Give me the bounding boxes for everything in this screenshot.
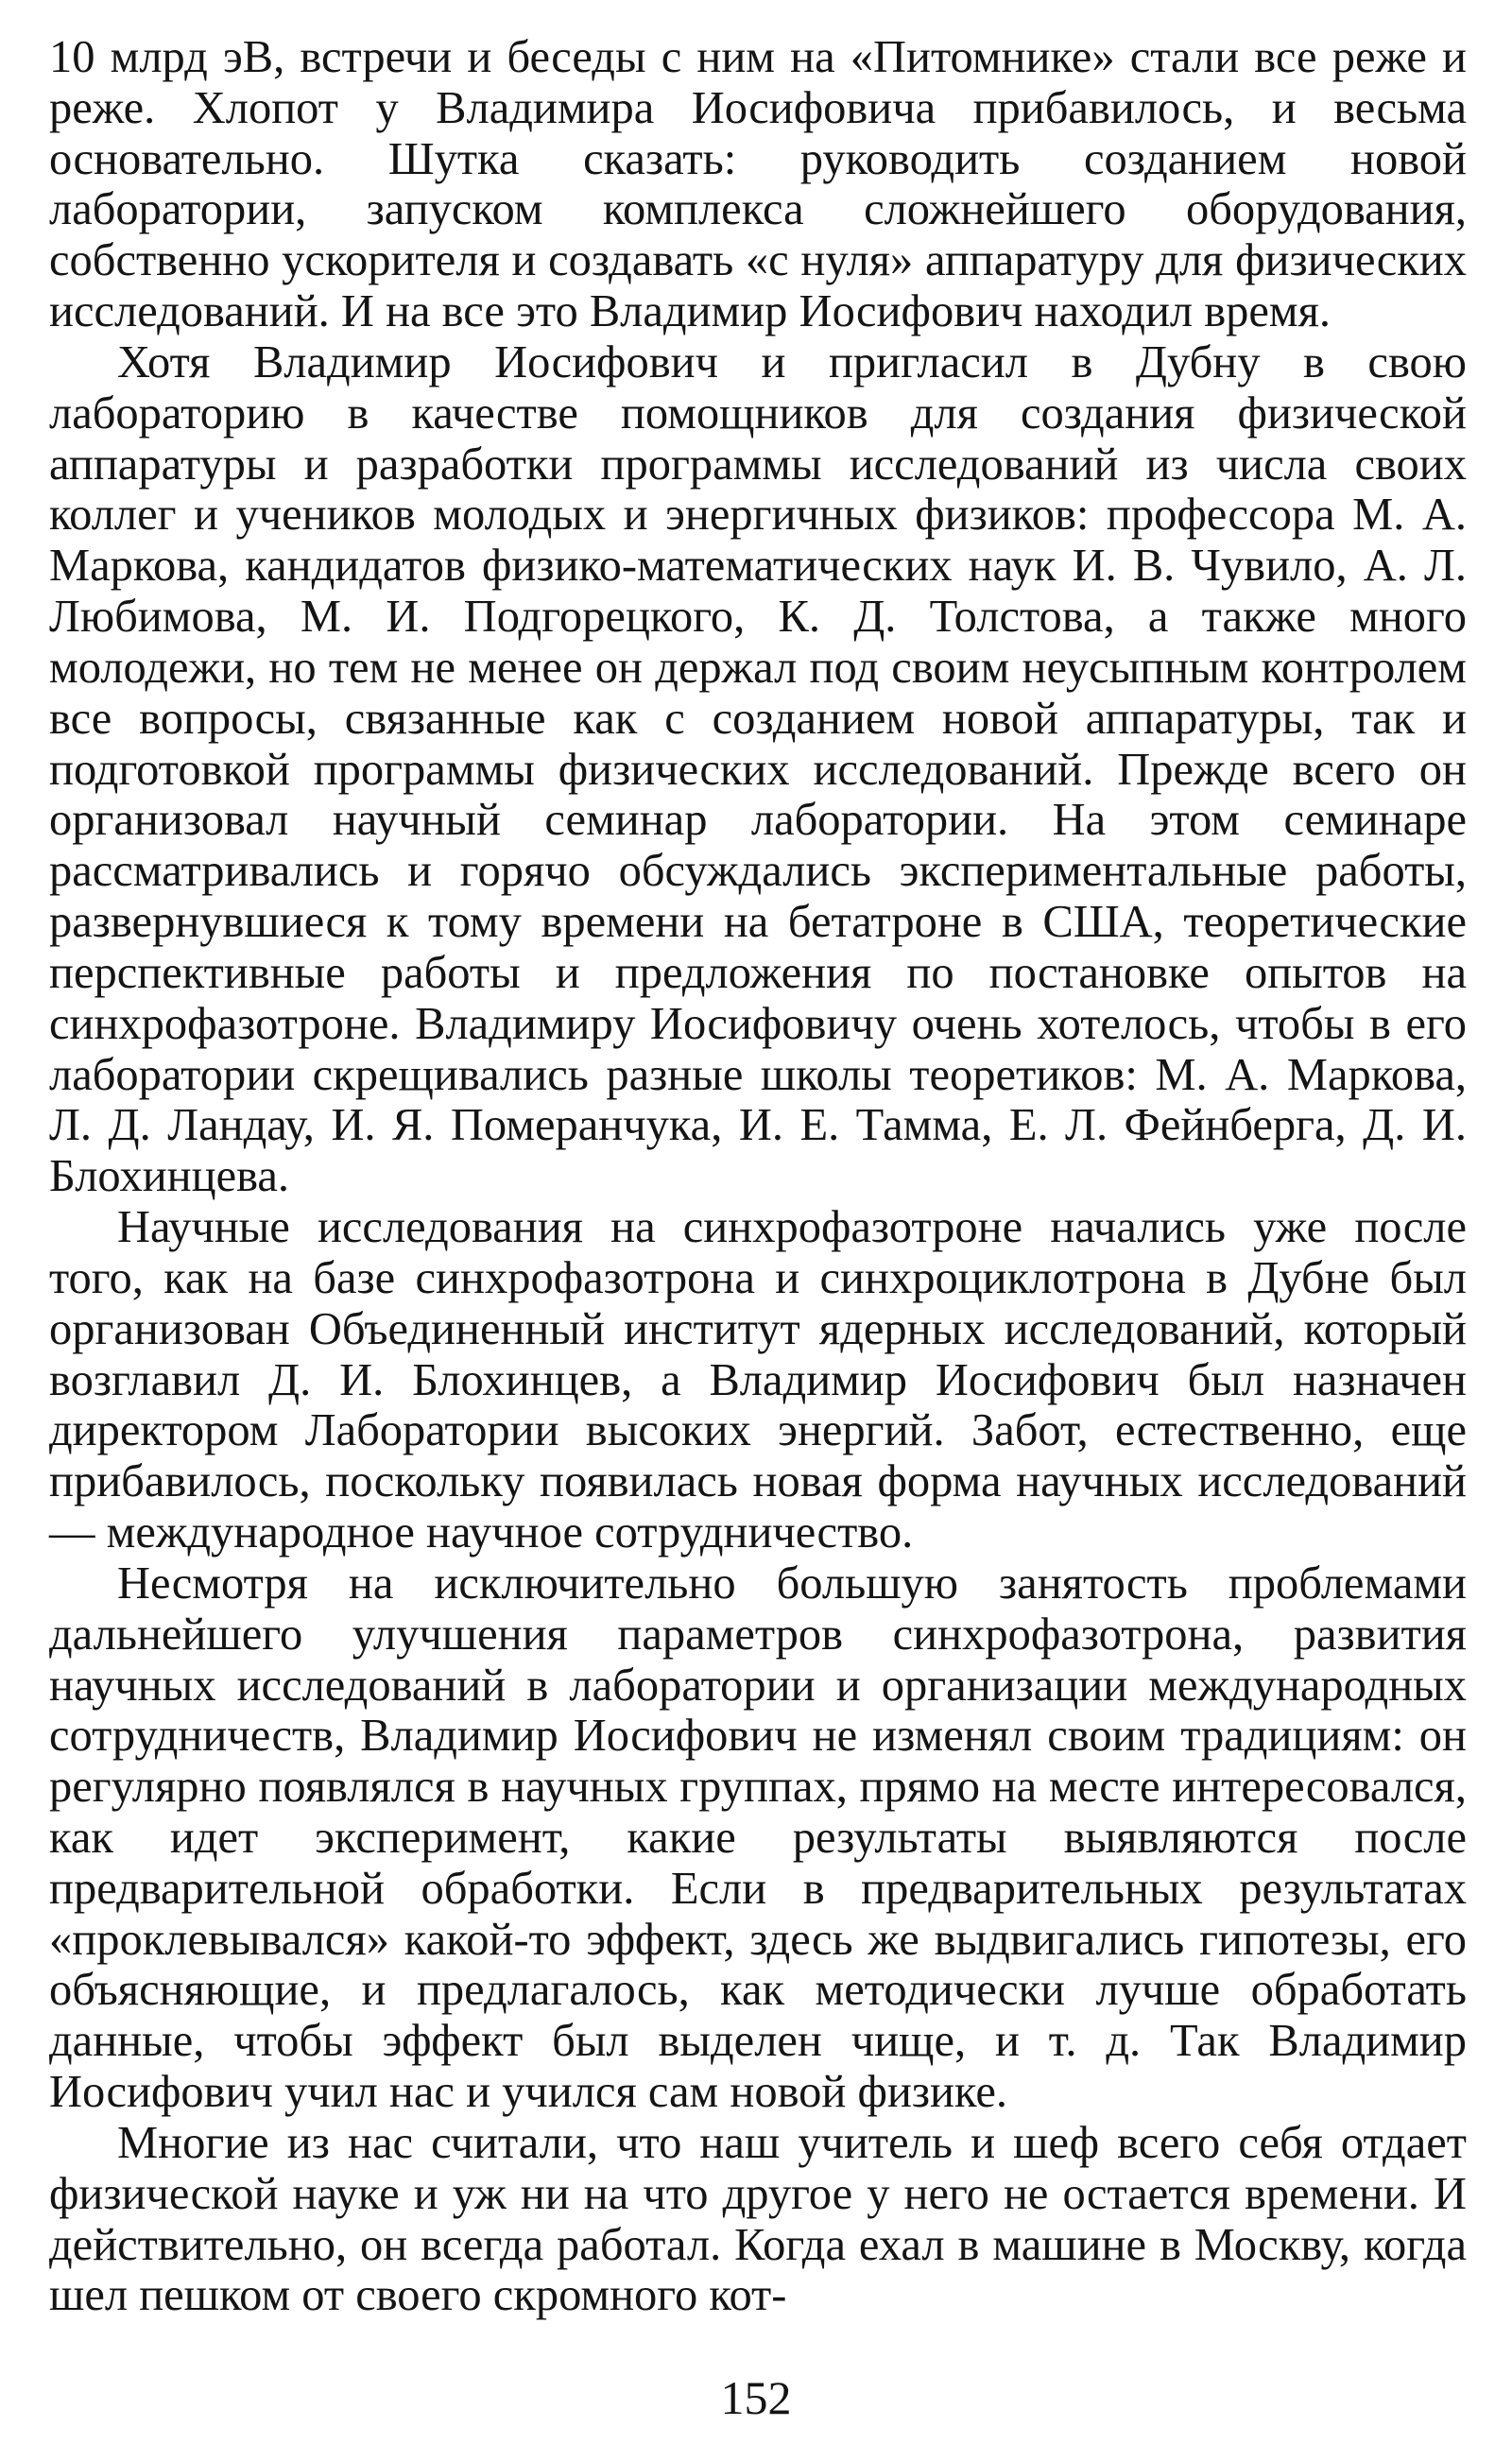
paragraph-3: Научные исследования на синхрофазотроне начались уже после того, как на базе синхрофазотрона и синхроциклотрона в Дубне был организован Объединенный институт ядерных исследований, который возглавил Д. И. Блохинцев, а Владимир Иосифович был назначен директором Лаборатории высоких энергий. Забот, естественно, еще прибавилось, поскольку появилась новая форма научных исследований — международное научное сотрудничество. (49, 1202, 1467, 1558)
page-number: 152 (720, 2371, 792, 2424)
paragraph-1: 10 млрд эВ, встречи и беседы с ним на «Питомнике» стали все реже и реже. Хлопот у Владимира Иосифовича прибавилось, и весьма основательно. Шутка сказать: руководить созданием новой лаборатории, запуском комплекса сложнейшего оборудования, собственно ускорителя и создавать «с нуля» аппаратуру для физических исследований. И на все это Владимир Иосифович находил время. (49, 32, 1467, 337)
paragraph-4: Несмотря на исключительно большую занятость проблемами дальнейшего улучшения параметров синхрофазотрона, развития научных исследований в лаборатории и организации международных сотрудничеств, Владимир Иосифович не изменял своим традициям: он регулярно появлялся в научных группах, прямо на месте интересовался, как идет эксперимент, какие результаты выявляются после предварительной обработки. Если в предварительных результатах «проклевывался» какой-то эффект, здесь же выдвигались гипотезы, его объясняющие, и предлагалось, как методически лучше обработать данные, чтобы эффект был выделен чище, и т. д. Так Владимир Иосифович учил нас и учился сам новой физике. (49, 1557, 1467, 2118)
paragraph-5: Многие из нас считали, что наш учитель и шеф всего себя отдает физической науке и уж ни на что другое у него не остается времени. И действительно, он всегда работал. Когда ехал в машине в Москву, когда шел пешком от своего скромного кот- (49, 2117, 1467, 2321)
paragraph-2: Хотя Владимир Иосифович и пригласил в Дубну в свою лабораторию в качестве помощников для создания физической аппаратуры и разработки программы исследований из числа своих коллег и учеников молодых и энергичных физиков: профессора М. А. Маркова, кандидатов физико-математических наук И. В. Чувило, А. Л. Любимова, М. И. Подгорецкого, К. Д. Толстова, а также много молодежи, но тем не менее он держал под своим неусыпным контролем все вопросы, связанные как с созданием новой аппаратуры, так и подготовкой программы физических исследований. Прежде всего он организовал научный семинар лаборатории. На этом семинаре рассматривались и горячо обсуждались экспериментальные работы, развернувшиеся к тому времени на бетатроне в США, теоретические перспективные работы и предложения по постановке опытов на синхрофазотроне. Владимиру Иосифовичу очень хотелось, чтобы в его лаборатории скрещивались разные школы теоретиков: М. А. Маркова, Л. Д. Ландау, И. Я. Померанчука, И. Е. Тамма, Е. Л. Фейнберга, Д. И. Блохинцева. (49, 336, 1467, 1202)
page-body (49, 32, 1467, 2321)
